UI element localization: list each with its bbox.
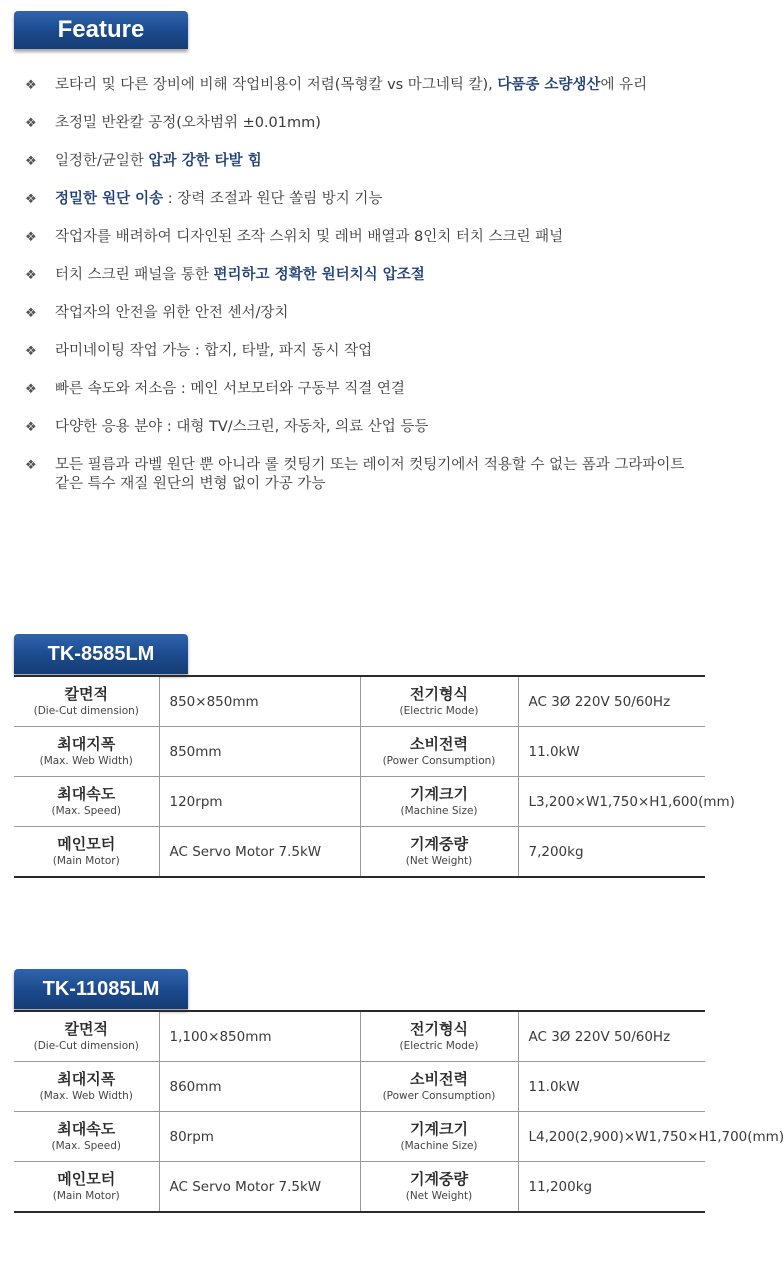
feature-item	[25, 342, 685, 361]
diamond-bullet-icon: ❖	[25, 230, 37, 245]
spec-label-korean: 소비전력	[410, 1070, 468, 1088]
spec-table-tk8585lm	[14, 675, 735, 878]
spec-value: AC Servo Motor 7.5kW	[159, 1162, 360, 1213]
spec-label	[14, 1112, 159, 1162]
spec-value: L4,200(2,900)×W1,750×H1,700(mm)	[518, 1112, 705, 1162]
model-title-tk8585lm: TK-8585LM	[14, 634, 188, 674]
spec-value: 80rpm	[159, 1112, 360, 1162]
spec-label	[14, 1062, 159, 1112]
feature-text: 빠른 속도와 저소음 : 메인 서보모터와 구동부 직결 연결	[55, 381, 405, 397]
spec-label-english: (Net Weight)	[405, 1190, 473, 1202]
feature-text: 일정한/균일한	[55, 153, 149, 169]
spec-label	[360, 1062, 518, 1112]
spec-label-korean: 칼면적	[64, 1020, 108, 1038]
model-title-tk11085lm: TK-11085LM	[14, 969, 188, 1009]
diamond-bullet-icon: ❖	[25, 344, 37, 359]
spec-label-korean: 메인모터	[57, 835, 116, 853]
table-row	[14, 827, 705, 878]
feature-text: 초정밀 반완칼 공정(오차범위 ±0.01mm)	[55, 115, 321, 131]
spec-label	[14, 777, 159, 827]
diamond-bullet-icon: ❖	[25, 268, 37, 283]
spec-label	[360, 777, 518, 827]
spec-label-korean: 최대속도	[57, 1120, 116, 1138]
spec-label-english: (Max. Web Width)	[39, 755, 133, 767]
feature-highlight-text: 편리하고 정확한 원터치식 압조절	[213, 267, 425, 283]
spec-value: 1,100×850mm	[159, 1011, 360, 1062]
spec-value: 850×850mm	[159, 676, 360, 727]
spec-label	[360, 1112, 518, 1162]
spec-label-korean: 기계중량	[410, 1170, 468, 1188]
feature-text: 모든 필름과 라벨 원단 뿐 아니라 롤 컷팅기 또는 레이저 컷팅기에서 적용할 수 없는 폼과 그라파이트 같은 특수 재질 원단의 변형 없이 가공 가능	[55, 457, 685, 492]
diamond-bullet-icon: ❖	[25, 458, 37, 473]
spec-label-english: (Max. Speed)	[51, 805, 121, 817]
feature-item	[25, 228, 685, 247]
spec-value: 7,200kg	[518, 827, 705, 878]
spec-label-english: (Power Consumption)	[382, 1090, 496, 1102]
feature-heading: Feature	[14, 11, 188, 49]
spec-label-korean: 기계크기	[410, 1120, 468, 1138]
diamond-bullet-icon: ❖	[25, 382, 37, 397]
feature-item	[25, 76, 685, 95]
spec-label	[360, 827, 518, 878]
feature-highlight-text: 정밀한 원단 이송	[55, 191, 164, 207]
feature-item	[25, 190, 685, 209]
spec-label-korean: 전기형식	[410, 685, 468, 703]
spec-table-tk11085lm	[14, 1010, 784, 1213]
spec-value: L3,200×W1,750×H1,600(mm)	[518, 777, 705, 827]
spec-label-english: (Die-Cut dimension)	[33, 705, 139, 717]
spec-label-korean: 기계중량	[410, 835, 468, 853]
diamond-bullet-icon: ❖	[25, 116, 37, 131]
feature-item	[25, 418, 685, 437]
diamond-bullet-icon: ❖	[25, 78, 37, 93]
spec-label	[14, 1011, 159, 1062]
spec-label-english: (Net Weight)	[405, 855, 473, 867]
table-row	[14, 1112, 705, 1162]
spec-value: 11.0kW	[518, 727, 705, 777]
spec-value: AC 3Ø 220V 50/60Hz	[528, 693, 671, 710]
table-row	[14, 676, 705, 727]
feature-text: 에 유리	[600, 77, 648, 93]
feature-text: 작업자를 배려하여 디자인된 조작 스위치 및 레버 배열과 8인치 터치 스크린 패널	[55, 229, 564, 245]
diamond-bullet-icon: ❖	[25, 192, 37, 207]
spec-label-korean: 기계크기	[410, 785, 468, 803]
spec-label	[14, 1162, 159, 1213]
feature-highlight-text: 다품종 소량생산	[497, 77, 601, 93]
table-row	[14, 1011, 705, 1062]
spec-label-english: (Max. Speed)	[51, 1140, 121, 1152]
diamond-bullet-icon: ❖	[25, 420, 37, 435]
table-row	[14, 727, 705, 777]
spec-label-english: (Electric Mode)	[399, 705, 479, 717]
spec-label	[14, 676, 159, 727]
table-row	[14, 1162, 705, 1213]
spec-label-korean: 최대지폭	[57, 735, 116, 753]
spec-label-korean: 칼면적	[64, 685, 108, 703]
spec-label	[14, 827, 159, 878]
feature-text: 다양한 응용 분야 : 대형 TV/스크린, 자동차, 의료 산업 등등	[55, 419, 429, 435]
spec-value: 850mm	[159, 727, 360, 777]
spec-label	[360, 1011, 518, 1062]
feature-text: 터치 스크린 패널을 통한	[55, 267, 214, 283]
spec-label	[360, 676, 518, 727]
feature-highlight-text: 압과 강한 타발 힘	[148, 153, 262, 169]
feature-text: 라미네이팅 작업 가능 : 합지, 타발, 파지 동시 작업	[55, 343, 373, 359]
spec-value: AC Servo Motor 7.5kW	[159, 827, 360, 878]
feature-list	[25, 76, 685, 513]
feature-item	[25, 304, 685, 323]
spec-label-english: (Electric Mode)	[399, 1040, 479, 1052]
spec-label	[14, 727, 159, 777]
spec-label	[360, 1162, 518, 1213]
spec-label-korean: 소비전력	[410, 735, 468, 753]
feature-item	[25, 152, 685, 171]
table-row	[14, 777, 705, 827]
spec-value: 120rpm	[159, 777, 360, 827]
diamond-bullet-icon: ❖	[25, 306, 37, 321]
spec-label-english: (Machine Size)	[400, 1140, 478, 1152]
spec-label-english: (Machine Size)	[400, 805, 478, 817]
feature-text: : 장력 조절과 원단 쏠림 방지 기능	[163, 191, 383, 207]
spec-label-english: (Power Consumption)	[382, 755, 496, 767]
feature-text: 작업자의 안전을 위한 안전 센서/장치	[55, 305, 289, 321]
feature-item	[25, 380, 685, 399]
feature-item	[25, 266, 685, 285]
spec-label-korean: 전기형식	[410, 1020, 468, 1038]
diamond-bullet-icon: ❖	[25, 154, 37, 169]
spec-label-english: (Die-Cut dimension)	[33, 1040, 139, 1052]
feature-text: 로타리 및 다른 장비에 비해 작업비용이 저렴(목형칼 vs 마그네틱 칼),	[55, 77, 498, 93]
spec-label-english: (Main Motor)	[52, 1190, 120, 1202]
feature-item	[25, 456, 685, 494]
table-row	[14, 1062, 705, 1112]
spec-label-english: (Max. Web Width)	[39, 1090, 133, 1102]
spec-value: AC 3Ø 220V 50/60Hz	[528, 1028, 671, 1045]
spec-value: 11.0kW	[518, 1062, 705, 1112]
spec-label-english: (Main Motor)	[52, 855, 120, 867]
spec-label-korean: 메인모터	[57, 1170, 116, 1188]
spec-value: 11,200kg	[518, 1162, 705, 1213]
spec-value: 860mm	[159, 1062, 360, 1112]
spec-label-korean: 최대속도	[57, 785, 116, 803]
spec-label-korean: 최대지폭	[57, 1070, 116, 1088]
spec-label	[360, 727, 518, 777]
feature-item	[25, 114, 685, 133]
